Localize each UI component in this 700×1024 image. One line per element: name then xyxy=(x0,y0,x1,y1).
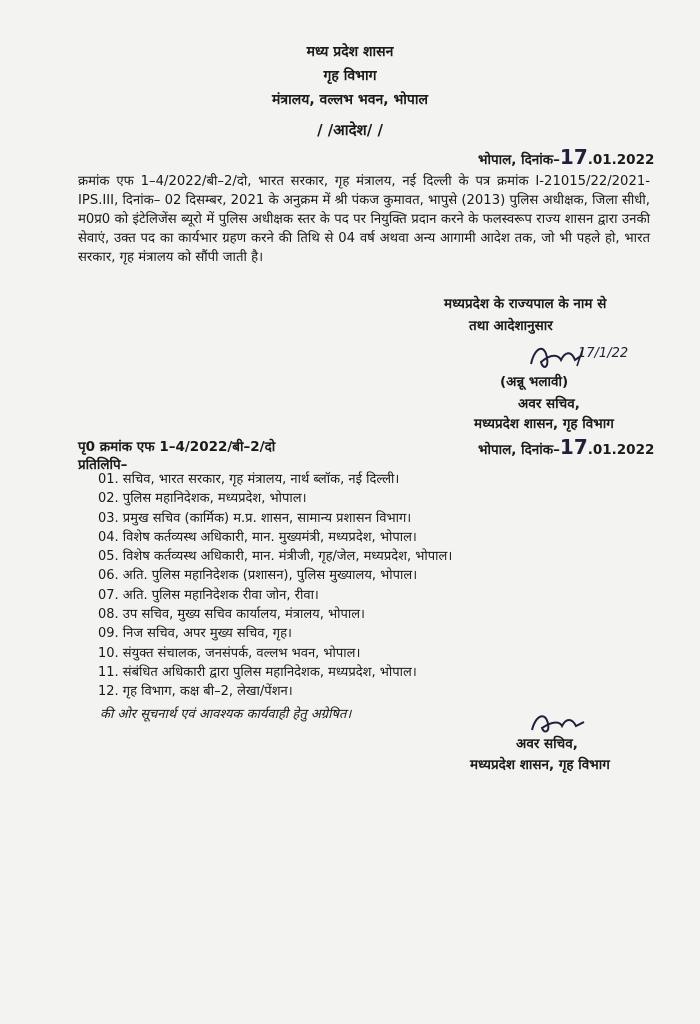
forwarding-note: की ओर सूचनार्थ एवं आवश्यक कार्यवाही हेतु अग्रेषित। xyxy=(100,707,352,722)
order-date-suffix: .01.2022 xyxy=(587,152,655,168)
recipient-item: 12. गृह विभाग, कक्ष बी–2, लेखा/पेंशन। xyxy=(98,684,293,700)
recipient-item: 09. निज सचिव, अपर मुख्य सचिव, गृह। xyxy=(98,626,292,642)
recipient-item: 06. अति. पुलिस महानिदेशक (प्रशासन), पुलिस मुख्यालय, भोपाल। xyxy=(98,568,418,584)
recipient-item: 02. पुलिस महानिदेशक, मध्यप्रदेश, भोपाल। xyxy=(98,491,307,507)
order-authority-line: तथा आदेशानुसार xyxy=(469,318,553,334)
officer-designation: अवर सचिव, xyxy=(518,396,580,412)
officer-name: (अन्नू भलावी) xyxy=(500,374,569,390)
recipient-item: 11. संबंधित अधिकारी द्वारा पुलिस महानिदेशक, मध्यप्रदेश, भोपाल। xyxy=(98,664,417,680)
government-name: मध्य प्रदेश शासन xyxy=(306,44,394,60)
recipient-item: 03. प्रमुख सचिव (कार्मिक) म.प्र. शासन, सामान्य प्रशासन विभाग। xyxy=(98,510,412,526)
department-name: गृह विभाग xyxy=(323,68,377,84)
governor-authority-line: मध्यप्रदेश के राज्यपाल के नाम से xyxy=(444,296,607,312)
endorsement-date-prefix: भोपाल, दिनांक– xyxy=(478,442,560,458)
order-date-prefix: भोपाल, दिनांक– xyxy=(478,152,560,168)
officer-department-2: मध्यप्रदेश शासन, गृह विभाग xyxy=(470,757,610,773)
signature-date-handwritten: 17/1/22 xyxy=(578,346,629,361)
recipient-item: 04. विशेष कर्तव्यस्थ अधिकारी, मान. मुख्यमंत्री, मध्यप्रदेश, भोपाल। xyxy=(98,529,417,545)
order-body-paragraph: क्रमांक एफ 1–4/2022/बी–2/दो, भारत सरकार, गृह मंत्रालय, नई दिल्ली के पत्र क्रमांक I-21015/22/2021-IPS.III, दिनांक– 02 दिसम्बर, 2021 के अनुक्रम में श्री पंकज कुमावत, भापुसे (2013) पुलिस अधीक्षक, जिला सीधी, म0प्र0 को इंटेलिजेंस ब्यूरो में पुलिस अधीक्षक स्तर के पद पर नियुक्ति प्रदान करने के फलस्वरूप राज्य शासन द्वारा उनकी सेवाएं, उक्त पद का कार्यभार ग्रहण करने की तिथि से 04 वर्ष अथवा अन्य आगामी आदेश तक, जो भी पहले हो, भारत सरकार, गृह मंत्रालय को सौंपी जाती है। xyxy=(78,174,650,265)
officer-designation-2: अवर सचिव, xyxy=(516,736,578,752)
endorsement-date-day-handwritten: 17 xyxy=(559,435,588,459)
officer-department: मध्यप्रदेश शासन, गृह विभाग xyxy=(474,416,614,432)
endorsement-date-suffix: .01.2022 xyxy=(587,442,655,458)
order-date xyxy=(478,145,654,169)
office-address: मंत्रालय, वल्लभ भवन, भोपाल xyxy=(272,92,428,108)
recipient-item: 10. संयुक्त संचालक, जनसंपर्क, वल्लभ भवन, भोपाल। xyxy=(98,645,361,661)
order-title: / /आदेश/ / xyxy=(317,121,383,139)
copy-recipient-list xyxy=(98,470,452,702)
endorsement-date xyxy=(478,435,654,459)
recipient-item: 08. उप सचिव, मुख्य सचिव कार्यालय, मंत्रालय, भोपाल। xyxy=(98,607,365,623)
endorsement-number: पृ0 क्रमांक एफ 1–4/2022/बी–2/दो xyxy=(78,439,276,455)
recipient-item: 05. विशेष कर्तव्यस्थ अधिकारी, मान. मंत्रीजी, गृह/जेल, मध्यप्रदेश, भोपाल। xyxy=(98,549,453,565)
recipient-item: 07. अति. पुलिस महानिदेशक रीवा जोन, रीवा। xyxy=(98,587,319,603)
copy-heading: प्रतिलिपि– xyxy=(78,457,128,473)
recipient-item: 01. सचिव, भारत सरकार, गृह मंत्रालय, नार्थ ब्लॉक, नई दिल्ली। xyxy=(98,472,400,487)
order-date-day-handwritten: 17 xyxy=(559,145,588,169)
